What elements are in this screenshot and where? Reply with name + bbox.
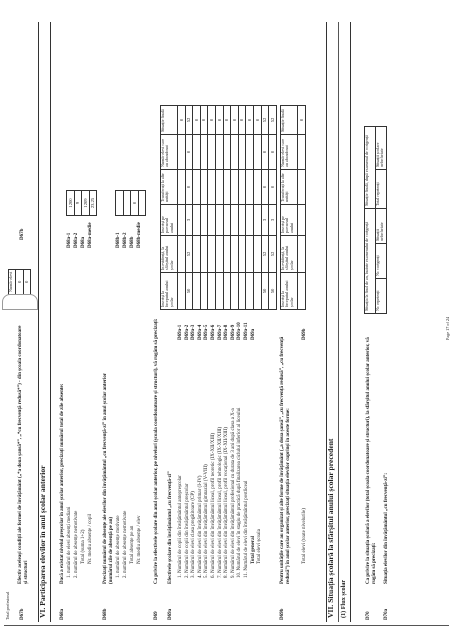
table-cell: 52 [269,106,277,135]
table-cell: 50 [185,273,193,310]
table-row [178,106,186,310]
question-code: D68a [60,608,65,620]
table-cell [253,135,261,170]
table-cell [223,236,231,273]
table-cell [200,135,208,170]
table-row [185,106,193,310]
table-cell [253,236,261,273]
table-cell: 3 [261,205,269,236]
left-margin-line [4,625,449,626]
table-row [215,106,223,310]
table-cell: 0 [223,106,231,135]
table-cell [298,236,306,273]
table-cell [231,135,239,170]
table-cell [116,191,124,216]
row-code: D68a-2 [74,232,79,248]
list-item: Nr. mediu absențe / copil [88,513,93,564]
column-header: Înscriși pe parcursul anului [281,205,298,236]
question-code: D69b [280,608,285,620]
table-cell: 52 [261,236,269,273]
table-cell: 0 [16,269,24,294]
column-header: Situație finală [161,106,178,135]
table-row-label: 8. Numărul de elevi din învățământul liceal, profil vocațional (IX-XII/XIII) [224,427,230,578]
table-cell [208,205,216,236]
table-row [253,106,261,310]
column-header: Transferați la alte unități [161,170,178,205]
table-cell [138,191,146,216]
row-code: D69b [302,328,307,340]
table-cell [246,273,254,310]
question-text: Ca privire la efectivele școlare din anul școlar anterior, pe niveluri (școala coordonatoare și structuri), vă rugăm să precizați: [154,318,159,584]
table-cell: 0 [178,106,186,135]
table-row-label: Total elevi școala [257,529,263,564]
column-header: Transferați la alte unități [281,170,298,205]
row-code: D69a-7 [217,324,223,340]
table-cell: 0 [23,269,31,294]
table-cell [208,273,216,310]
row-code: D69a-6 [211,324,216,340]
row-code: D69a-1 [178,324,183,340]
column-header: Situații școlare neîncheiate [376,127,387,170]
column-header: Situație finală [281,106,298,135]
row-code: D68b-medie [137,222,142,248]
table-row [208,106,216,310]
question-code: D68b [103,608,108,620]
row-code: D69a-10 [237,322,243,340]
question-code-right: D67b [20,228,25,240]
list-item: 2. numărul de absențe nemotivate [74,510,79,578]
table-row-label: 11. Numărul de elevi din învățământul postliceal [244,480,249,578]
row-code: D69a-8 [224,324,230,340]
table-row-label: Total general [250,535,256,564]
table-cell [178,205,186,236]
table-cell [178,170,186,205]
row-code: D68b-1 [116,232,121,248]
efective-table [160,105,277,310]
table-row [269,106,277,310]
table-cell [193,236,201,273]
table-cell [193,135,201,170]
other-forms-table [280,105,306,310]
table-cell [298,205,306,236]
table-cell [193,205,201,236]
table-cell: 52 [261,106,269,135]
table-cell: 3 [185,205,193,236]
table-cell [178,135,186,170]
table-cell [200,273,208,310]
table-cell: 0 [261,170,269,205]
table-header: Număr elevi [9,269,16,294]
row-code: D69a-4 [197,324,203,340]
table-row-label: 5. Numărul de elevi din învățământul gimnazial (V-VIII) [204,464,210,578]
table-cell [208,135,216,170]
table-cell [215,170,223,205]
question-text: Precizați numărul de absențe ale elevilor din învățământul „cu frecvență-zi” în anul școlar anterior [103,372,108,584]
table-cell [223,273,231,310]
table-cell: 0 [238,106,246,135]
table-row [193,106,201,310]
row-code: D68a-medie [88,222,93,248]
table-cell: 9 [74,191,82,216]
column-header: Număr elevi care au abandonat [281,135,298,170]
table-row-label: 9. Numărul de elevi din învățământul profesional cu durata de 3 ani după clasa a X-a [230,408,236,578]
question-code: D70 [366,611,371,620]
question-subtext: Efectivele școlare din învățământul „cu frecvență-zi” [168,471,173,584]
table-row-label: 4. Numărul de elevi din învățământul primar (I-IV) [197,475,203,578]
table-cell: 52 [185,106,193,135]
row-code: D69a-2 [184,324,190,340]
table-cell: 0 [185,170,193,205]
table-cell [246,170,254,205]
top-small-table [8,269,31,295]
table-row [200,106,208,310]
table-cell [200,170,208,205]
table-cell: 0 [261,135,269,170]
table-cell [231,170,239,205]
question-code: D69a [168,608,173,620]
table-row [231,106,239,310]
row-code: D69a-3 [191,324,197,340]
column-header: Situație finală, după examenul de corigență [365,127,376,209]
table-cell: 1200 [67,191,75,216]
table-cell [193,170,201,205]
row-code: D69a-11 [244,322,249,340]
question-subtext: (numărul zile de absență pe an) [109,516,114,584]
table-cell [238,205,246,236]
column-header: Înscriși pe parcursul anului [161,205,178,236]
question-text: Ca privire la situația școlară a elevilor (total școala coordonatoare și structuri), la sfârșitul anului școlar anterior, vă rugăm să precizați: [366,337,377,584]
table-cell: 1209 [82,191,90,216]
table-cell [215,236,223,273]
table-cell [238,236,246,273]
question-text: Dacă a existat nivelul preșcolar în anul școlar anterior, precizați numărul total de zile absente: [60,383,65,584]
flux-table [364,126,387,314]
table-cell [215,135,223,170]
table-cell: 3 [269,205,277,236]
table-cell: 0 [269,135,277,170]
row-code: D68a [81,236,86,248]
row-code: D69a-9 [230,324,236,340]
row-code: D68b [130,236,135,248]
value-table [66,190,97,216]
table-cell [253,273,261,310]
question-code: D69 [154,611,159,620]
table-cell [123,191,131,216]
table-cell: 50 [269,273,277,310]
table-cell [231,236,239,273]
row-code: D68a-1 [67,232,72,248]
table-cell [246,236,254,273]
column-header: Nr. corigenți [376,244,387,279]
column-header: Situația la final de an, înainte examenului de corigență [365,209,376,314]
table-cell [231,273,239,310]
table-row [246,106,254,310]
table-cell [246,205,254,236]
table-cell [253,170,261,205]
table-row [223,106,231,310]
question-code: D70a [384,608,389,620]
table-row [238,106,246,310]
list-item: Total (suma 1+2) [81,529,86,564]
table-cell [246,135,254,170]
table-cell [208,170,216,205]
table-cell [238,135,246,170]
column-header: Nr. repetenți [376,279,387,314]
table-cell [238,273,246,310]
table-row [298,106,306,310]
table-cell: 0 [215,106,223,135]
table-cell: 0 [131,191,139,216]
section-title: VII. Situația școlară la sfârșitul anului școlar precedent [326,438,335,618]
table-row-label: 6. Numărul de elevi din învățământul liceal, profil teoretic (IX-XII/XIII) [211,432,216,578]
table-row-label: 10. Numărul de elevi în stagiu de practică după finalizarea ciclului inferior al liceului [237,407,243,578]
row-code: D69a-5 [204,324,210,340]
question-text: Pentru unitățile care au organizat și alte forme de învățământ („a doua șansă”, „cu frecvență redusă”, „cu frecvență redusă”) în anul școlar anterior, precizați situația elevilor cuprinși în aceste forme: [280,336,291,584]
section-subtitle: (1) Flux școlar [340,579,347,618]
table-row-label: 2. Numărul de copii din învățământul preșcolar [184,483,190,578]
question-code: D67b [20,608,25,620]
table-cell: 0 [269,170,277,205]
column-header: În evidență, la sfârșitul anului școlar [161,236,178,273]
table-cell [178,236,186,273]
table-cell [223,170,231,205]
table-cell: 0 [231,106,239,135]
list-item: 2. numărul de absențe nemotivate [123,510,128,578]
page-number: Page 17 of 24 [445,316,450,340]
table-cell [215,273,223,310]
table-cell [208,236,216,273]
table-cell: 0 [185,135,193,170]
table-cell: 0 [193,106,201,135]
total-label: Total elevi (toate nivelurile) [302,508,307,564]
column-header: Număr elevi care au abandonat [161,135,178,170]
question-text: Efectiv aceleași condiții ale formei de învățământ („*a doua șansă*”, „*cu frecvență redusă*”) - din școala coordonatoare și structuri [18,325,29,584]
table-cell: 52 [269,236,277,273]
table-cell: 50 [261,273,269,310]
table-cell: 0 [253,106,261,135]
column-header: Înscriși la începutul anului școlar [281,273,298,310]
table-row [261,106,269,310]
column-header: Situații neîncheiate [376,209,387,244]
table-cell: 52 [185,236,193,273]
table-cell [215,205,223,236]
table-cell: 0 [200,106,208,135]
list-item: 1. numărul de absențe motivate [116,515,121,578]
table-cell: 0 [208,106,216,135]
table-cell [200,236,208,273]
table-cell [178,273,186,310]
table-row-label: 7. Numărul de elevi din învățământul liceal, profil tehnologic (IX-XII/XIII) [217,426,223,578]
table-cell [223,205,231,236]
row-code: D68b-2 [123,232,128,248]
table-cell [223,135,231,170]
binder-mark [2,294,38,310]
table-cell [298,170,306,205]
divider [338,22,339,622]
column-header: În evidență, la sfârșitul anului școlar [281,236,298,273]
column-header: Total repetenți [376,170,387,209]
table-cell [200,205,208,236]
table-cell [298,273,306,310]
column-header: Înscriși la începutul anului școlar [161,273,178,310]
table-row-label: 1. Numărul de copii din învățământul antepreșcolar [178,475,183,578]
table-cell [253,205,261,236]
table-cell [193,273,201,310]
list-item: Nr. mediu absențe / elev [137,515,142,564]
table-cell [231,205,239,236]
table-cell [238,170,246,205]
list-item: Total absențe pe an [130,525,135,564]
list-item: 1. numărul de elevi absenți mediani [67,506,72,578]
table-row-label: 3. Numărul de elevi clasa pregătitoare (CP) [191,491,197,578]
table-cell: 0 [298,106,306,135]
table-cell: 0 [246,106,254,135]
section-title: VI. Participarea elevilor în anul școlar anterior [38,465,47,618]
table-cell: 23.25 [89,191,97,216]
table-cell [298,135,306,170]
question-subtext: Situația elevilor din învățământul „cu frecvență-zi”: [384,472,389,584]
row-code: D69a [250,328,256,340]
prof-label: Total profesional [5,591,10,620]
value-table [115,190,146,216]
